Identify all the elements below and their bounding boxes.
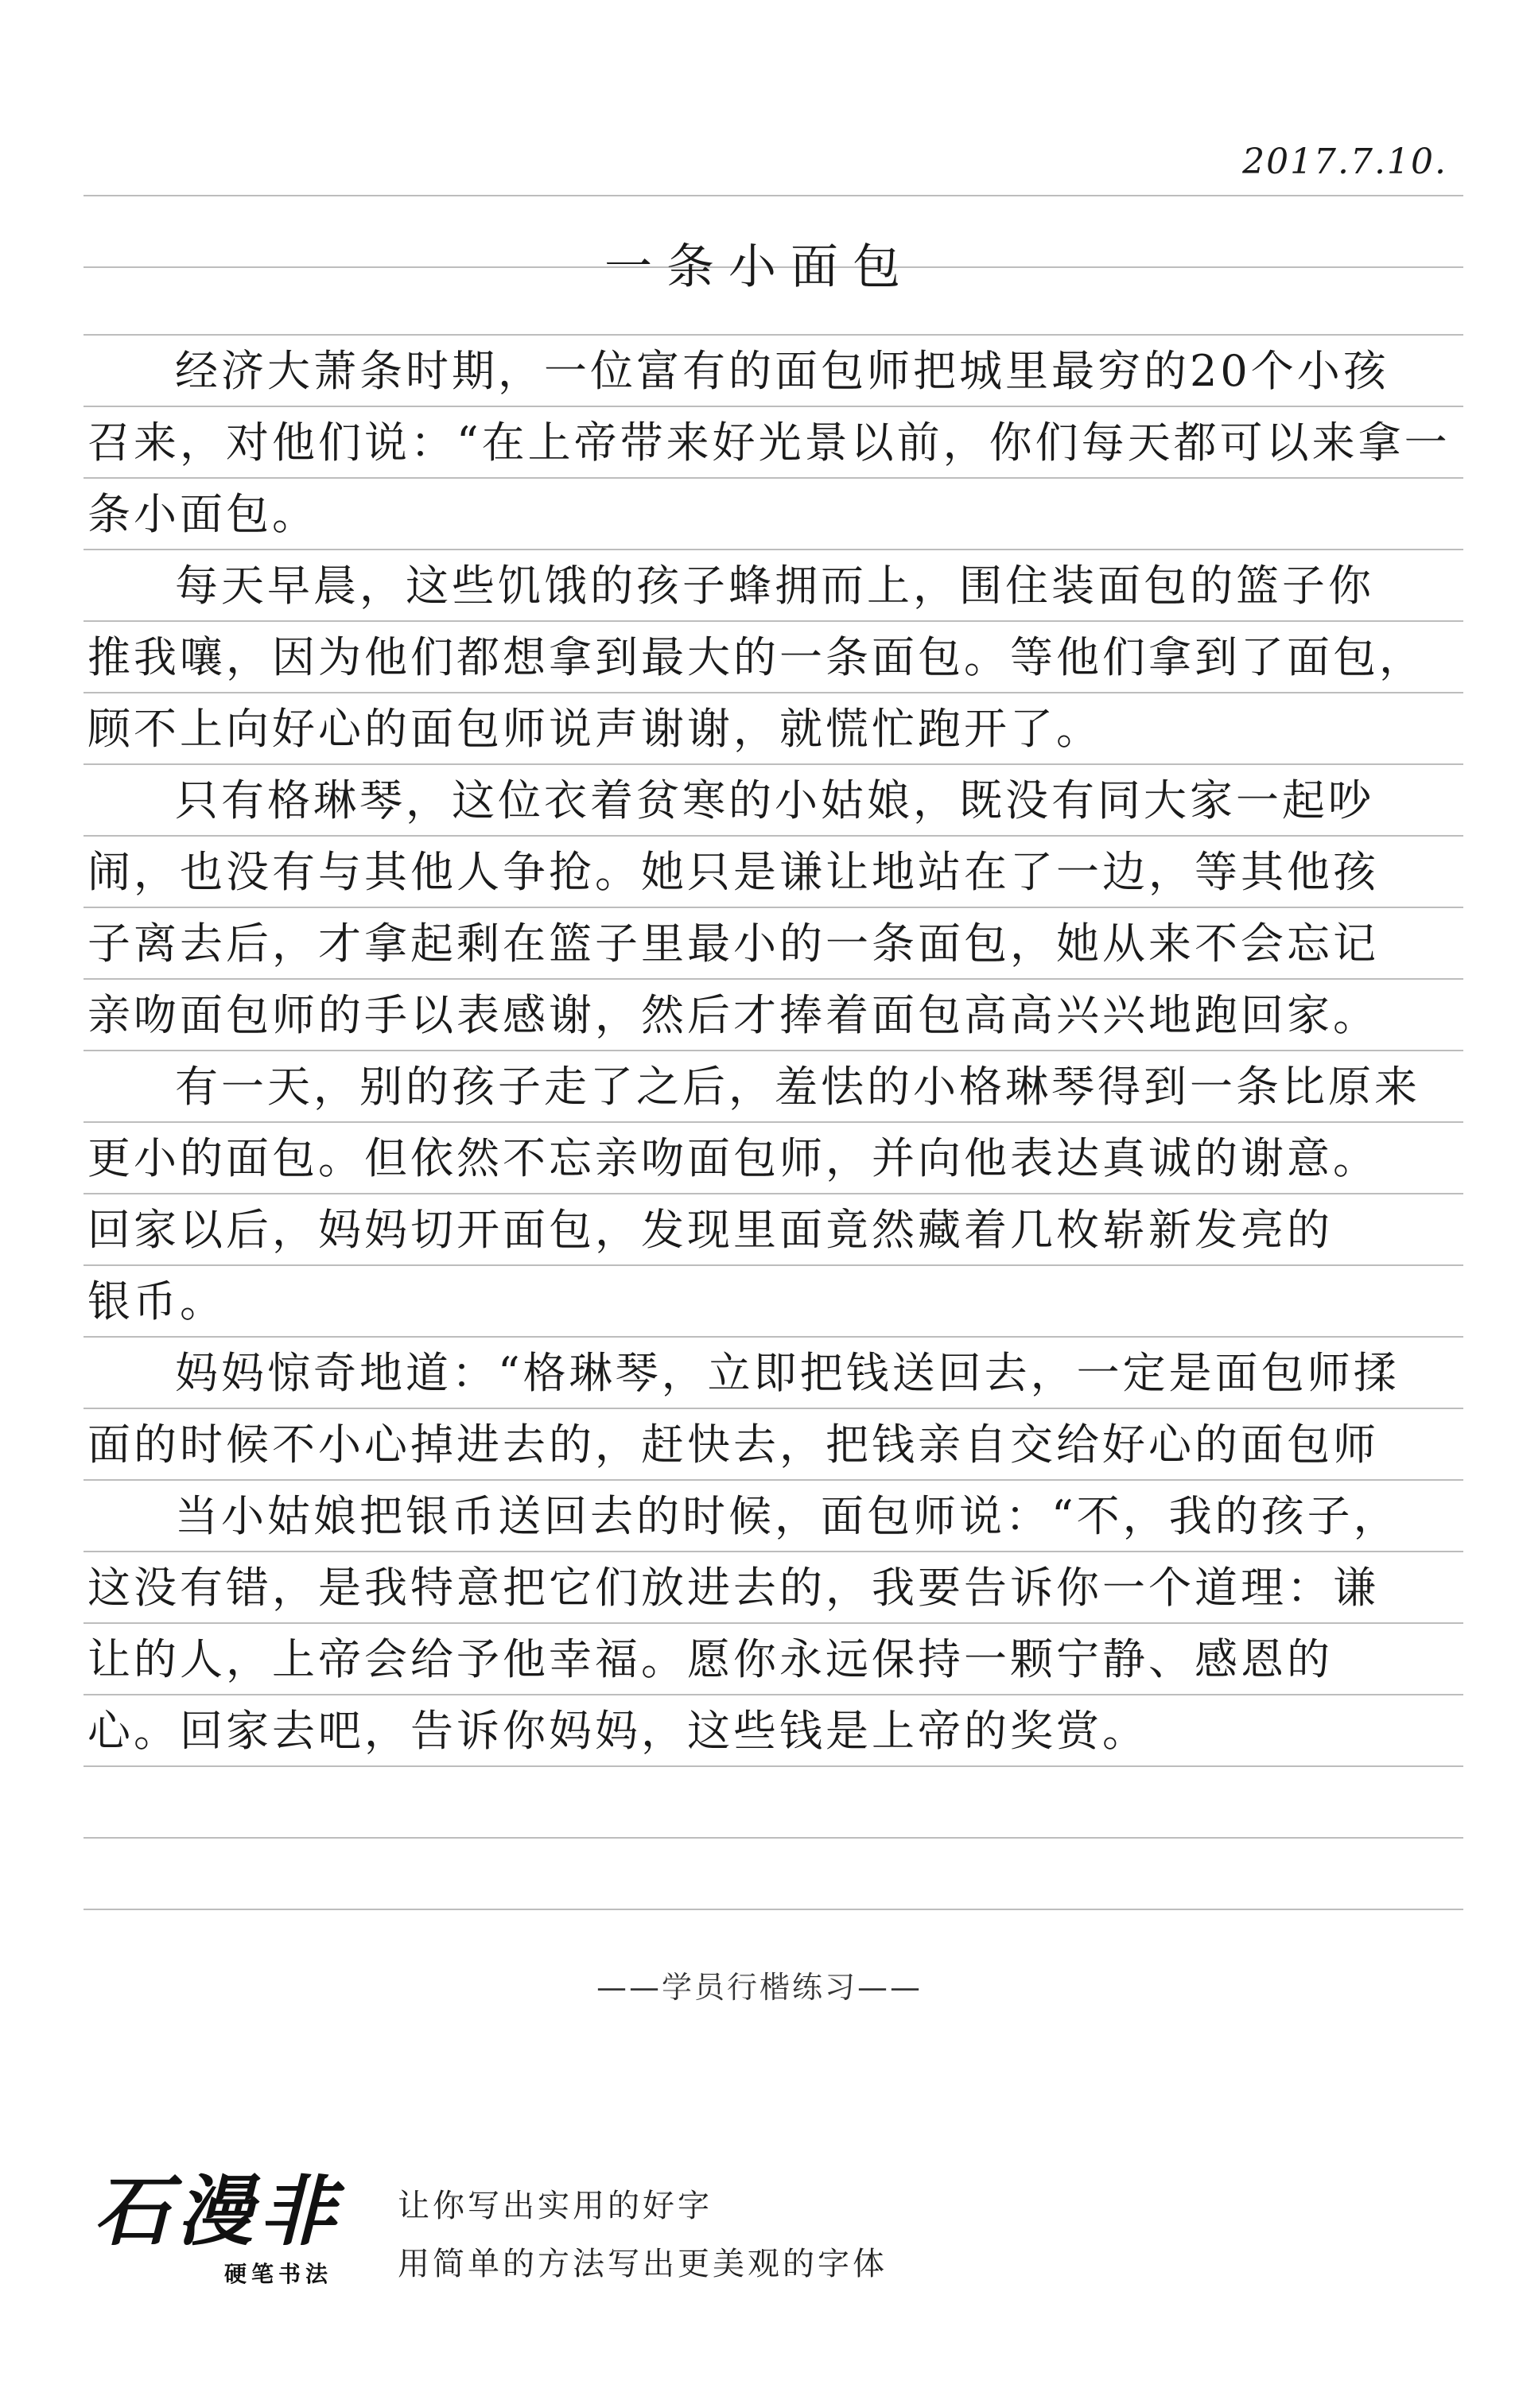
text-line: 有一天，别的孩子走了之后，羞怯的小格琳琴得到一条比原来 xyxy=(175,1062,1420,1112)
text-line: 只有格琳琴，这位衣着贫寒的小姑娘，既没有同大家一起吵 xyxy=(175,775,1374,825)
rule-line xyxy=(84,1408,1463,1409)
rule-line xyxy=(84,1622,1463,1624)
brand-logo: 石漫非 xyxy=(94,2166,342,2256)
text-line: 推我嚷，因为他们都想拿到最大的一条面包。等他们拿到了面包， xyxy=(87,632,1425,682)
rule-line xyxy=(84,1694,1463,1695)
text-line: 回家以后，妈妈切开面包，发现里面竟然藏着几枚崭新发亮的 xyxy=(87,1205,1333,1255)
text-line: 经济大萧条时期，一位富有的面包师把城里最穷的20个小孩 xyxy=(175,346,1389,396)
text-line: 闹，也没有与其他人争抢。她只是谦让地站在了一边，等其他孩 xyxy=(87,847,1379,897)
brand-subtitle: 硬笔书法 xyxy=(224,2261,333,2287)
text-line: 亲吻面包师的手以表感谢，然后才捧着面包高高兴兴地跑回家。 xyxy=(87,990,1379,1040)
rule-line xyxy=(84,620,1463,622)
text-line: 条小面包。 xyxy=(87,489,318,539)
text-line: 这没有错，是我特意把它们放进去的，我要告诉你一个道理：谦 xyxy=(87,1563,1379,1613)
rule-line xyxy=(84,1121,1463,1123)
text-line: 每天早晨，这些饥饿的孩子蜂拥而上，围住装面包的篮子你 xyxy=(175,561,1374,611)
rule-line xyxy=(84,763,1463,765)
rule-line xyxy=(84,1336,1463,1338)
text-line: 心。回家去吧，告诉你妈妈，这些钱是上帝的奖赏。 xyxy=(87,1706,1148,1756)
rule-line xyxy=(84,1479,1463,1481)
essay-title: 一条小面包 xyxy=(604,239,915,295)
rule-line xyxy=(84,1765,1463,1767)
rule-line xyxy=(84,1193,1463,1194)
text-line: 让的人，上帝会给予他幸福。愿你永远保持一颗宁静、感恩的 xyxy=(87,1634,1333,1684)
rule-line xyxy=(84,1837,1463,1839)
rule-line xyxy=(84,907,1463,908)
text-line: 银币。 xyxy=(87,1276,226,1326)
rule-line xyxy=(84,549,1463,550)
rule-line xyxy=(84,835,1463,837)
text-line: 子离去后，才拿起剩在篮子里最小的一条面包，她从来不会忘记 xyxy=(87,919,1379,969)
slogan-line: 让你写出实用的好字 xyxy=(398,2188,713,2224)
date-label: 2017.7.10. xyxy=(1242,142,1447,182)
text-line: 妈妈惊奇地道：“格琳琴，立即把钱送回去，一定是面包师揉 xyxy=(175,1348,1400,1398)
text-line: 当小姑娘把银币送回去的时候，面包师说：“不，我的孩子， xyxy=(175,1491,1400,1541)
text-line: 更小的面包。但依然不忘亲吻面包师，并向他表达真诚的谢意。 xyxy=(87,1133,1379,1183)
rule-line xyxy=(84,1909,1463,1910)
rule-line xyxy=(84,1050,1463,1051)
rule-line xyxy=(84,334,1463,336)
rule-line xyxy=(84,477,1463,479)
practice-caption: ——学员行楷练习—— xyxy=(596,1970,923,2005)
rule-line xyxy=(84,1264,1463,1266)
rule-line xyxy=(84,1551,1463,1552)
rule-line xyxy=(84,978,1463,980)
text-line: 召来，对他们说：“在上帝带来好光景以前，你们每天都可以来拿一 xyxy=(87,418,1451,468)
rule-line xyxy=(84,406,1463,407)
text-line: 面的时候不小心掉进去的，赶快去，把钱亲自交给好心的面包师 xyxy=(87,1420,1379,1470)
text-line: 顾不上向好心的面包师说声谢谢，就慌忙跑开了。 xyxy=(87,704,1102,754)
slogan-line: 用简单的方法写出更美观的字体 xyxy=(398,2246,888,2282)
rule-line xyxy=(84,195,1463,196)
rule-line xyxy=(84,692,1463,693)
